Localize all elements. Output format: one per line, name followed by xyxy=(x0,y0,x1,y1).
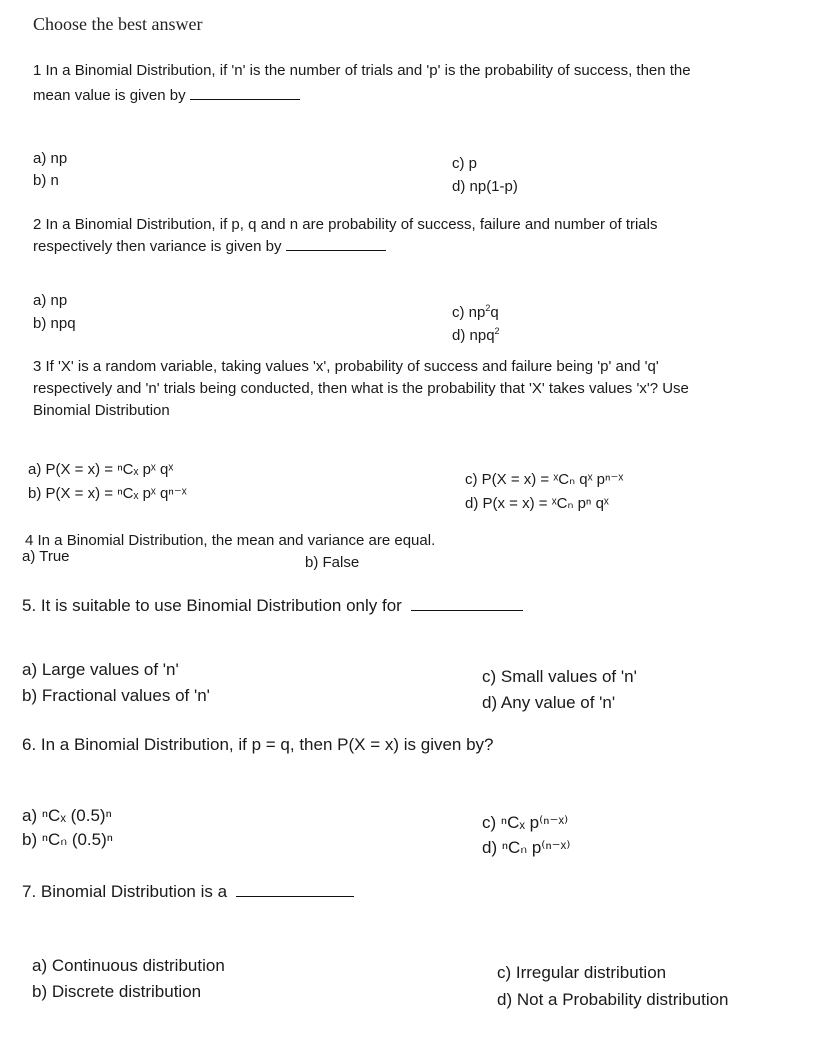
q1-option-c[interactable]: c) p xyxy=(452,155,478,172)
question-5-line-1 xyxy=(22,596,523,616)
q3-option-a[interactable]: a) P(X = x) = ⁿCₓ pˣ qˣ xyxy=(28,461,174,478)
q2-option-a[interactable]: a) np xyxy=(33,292,68,309)
q3-option-c[interactable]: c) P(X = x) = ˣCₙ qˣ pⁿ⁻ˣ xyxy=(465,471,624,488)
q4-option-a[interactable]: a) True xyxy=(22,548,70,565)
question-7-stem: 7. Binomial Distribution is a xyxy=(22,882,228,901)
q2-option-c[interactable]: c) $np^2q$ xyxy=(452,303,499,321)
q7-option-d[interactable]: d) Not a Probability distribution xyxy=(497,990,729,1009)
question-4-line-1: 4 In a Binomial Distribution, the mean and variance are equal. xyxy=(25,532,436,549)
q4-option-b[interactable]: b) False xyxy=(305,554,360,571)
question-1-stem: mean value is given by xyxy=(33,87,186,104)
question-1-line-1: 1 In a Binomial Distribution, if 'n' is the number of trials and 'p' is the probability of success, then the xyxy=(33,62,691,79)
question-1-line-2 xyxy=(33,85,300,107)
q6-option-a[interactable]: a) ⁿCₓ (0.5)ⁿ xyxy=(22,806,112,825)
answer-blank-2[interactable] xyxy=(286,250,386,251)
q2-option-d[interactable]: d) npq$^2$ xyxy=(452,326,500,344)
q7-option-b[interactable]: b) Discrete distribution xyxy=(32,982,202,1001)
question-7-line-1 xyxy=(22,882,354,902)
question-2-stem: respectively then variance is given by xyxy=(33,238,282,255)
question-3-line-3: Binomial Distribution xyxy=(33,402,170,419)
question-3-line-2: respectively and 'n' trials being conducted, then what is the probability that 'X' takes values 'x'? Use xyxy=(33,380,689,397)
q1-option-d[interactable]: d) np(1-p) xyxy=(452,178,518,195)
q2-option-b[interactable]: b) npq xyxy=(33,315,76,332)
answer-blank-5[interactable] xyxy=(411,610,523,611)
q6-option-d[interactable]: d) ⁿCₙ p⁽ⁿ⁻ˣ⁾ xyxy=(482,838,571,857)
answer-blank-7[interactable] xyxy=(236,896,354,897)
question-6-line-1: 6. In a Binomial Distribution, if p = q, then P(X = x) is given by? xyxy=(22,735,494,754)
answer-blank-1[interactable] xyxy=(190,99,300,100)
question-5-stem: 5. It is suitable to use Binomial Distribution only for xyxy=(22,596,402,615)
q6-option-c[interactable]: c) ⁿCₓ p⁽ⁿ⁻ˣ⁾ xyxy=(482,813,569,832)
question-2-line-2 xyxy=(33,236,386,258)
q3-option-d[interactable]: d) P(x = x) = ˣCₙ pⁿ qˣ xyxy=(465,495,609,512)
page-heading: Choose the best answer xyxy=(33,14,203,34)
q1-option-b[interactable]: b) n xyxy=(33,172,59,189)
question-3-line-1: 3 If 'X' is a random variable, taking values 'x', probability of success and failure being 'p' and 'q' xyxy=(33,358,659,375)
q1-option-a[interactable]: a) np xyxy=(33,150,68,167)
q3-option-b[interactable]: b) P(X = x) = ⁿCₓ pˣ qⁿ⁻ˣ xyxy=(28,485,187,502)
q7-option-c[interactable]: c) Irregular distribution xyxy=(497,963,667,982)
q5-option-d[interactable]: d) Any value of 'n' xyxy=(482,693,616,712)
q5-option-c[interactable]: c) Small values of 'n' xyxy=(482,667,637,686)
q5-option-b[interactable]: b) Fractional values of 'n' xyxy=(22,686,210,705)
q6-option-b[interactable]: b) ⁿCₙ (0.5)ⁿ xyxy=(22,830,113,849)
q5-option-a[interactable]: a) Large values of 'n' xyxy=(22,660,179,679)
question-2-line-1: 2 In a Binomial Distribution, if p, q and n are probability of success, failure and number of trials xyxy=(33,216,658,233)
q7-option-a[interactable]: a) Continuous distribution xyxy=(32,956,225,975)
